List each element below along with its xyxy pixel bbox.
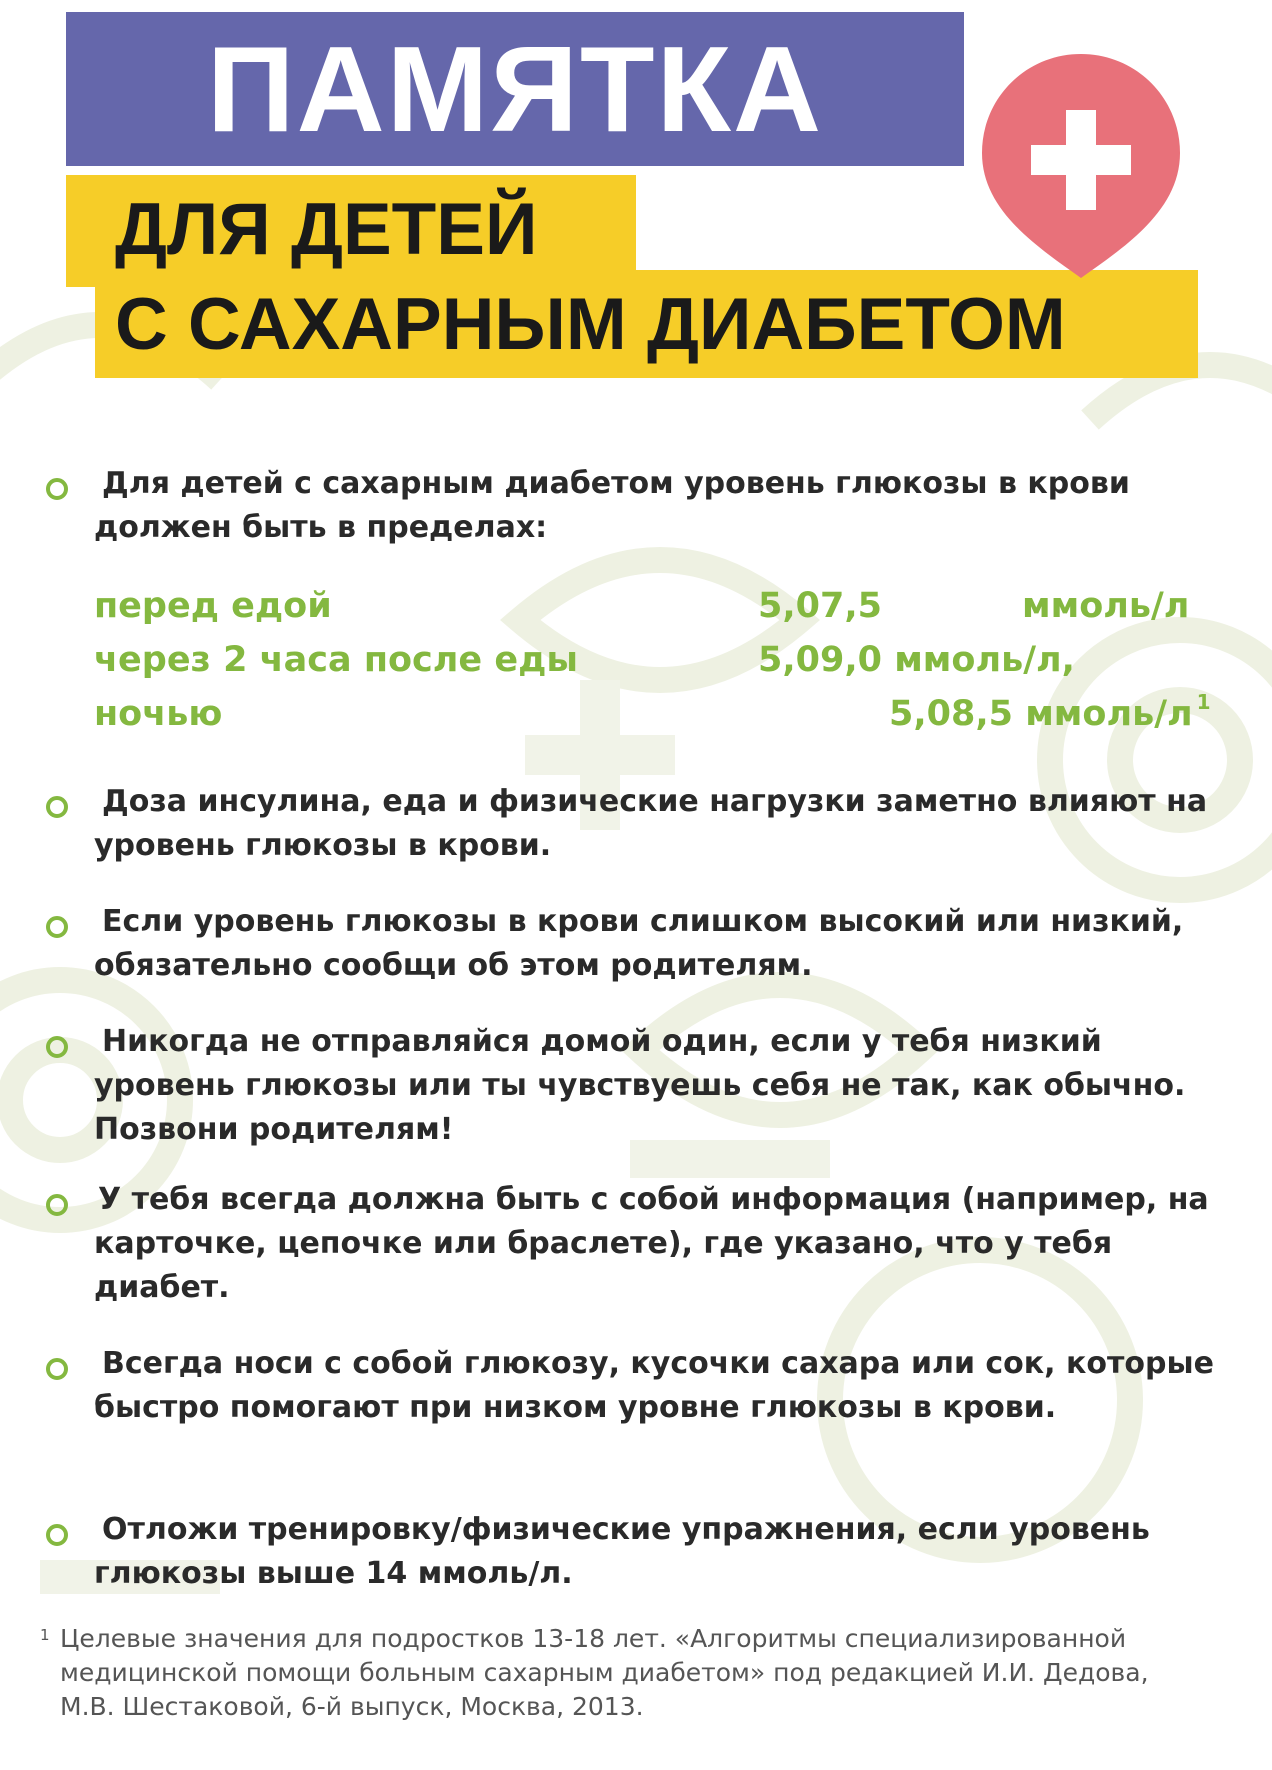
range-value: 5,08,5 ммоль/л [889,694,1193,734]
range-row-after-meal [94,640,1234,696]
circle-bullet-icon [46,1358,68,1380]
range-unit: ммоль/л [1022,586,1190,626]
intro-text: Для детей с сахарным диабетом уровень глюкозы в крови должен быть в пределах: [94,466,1130,545]
range-value: 5,07,5 [758,586,883,626]
circle-bullet-icon [46,1524,68,1546]
circle-bullet-icon [46,916,68,938]
title-banner [66,12,964,166]
range-row-before-meal [94,586,1234,642]
list-item-text: Отложи тренировку/физические упражнения, если уровень глюкозы выше 14 ммоль/л. [94,1512,1150,1591]
circle-bullet-icon [46,796,68,818]
footnote-mark: 1 [1196,690,1211,714]
range-label: перед едой [94,586,332,626]
list-item-text: Всегда носи с собой глюкозу, кусочки сахара или сок, которые быстро помогают при низком уровне глюкозы в крови. [94,1346,1214,1425]
list-item-text: Никогда не отправляйся домой один, если у тебя низкий уровень глюкозы или ты чувствуешь себя не так, как обычно. Позвони родителям! [94,1024,1186,1147]
footnote-mark: 1 [40,1626,50,1644]
range-value: 5,09,0 ммоль/л, [758,640,1075,680]
subtitle-line-1: ДЛЯ ДЕТЕЙ [115,189,538,270]
range-label: через 2 часа после еды [94,640,579,680]
circle-bullet-icon [46,1036,68,1058]
list-item-text: Доза инсулина, еда и физические нагрузки заметно влияют на уровень глюкозы в крови. [94,784,1208,863]
range-row-night [94,690,1234,750]
list-item-text: У тебя всегда должна быть с собой информация (например, на карточке, цепочке или браслете), где указано, что у тебя диабет. [94,1182,1209,1305]
medical-cross-pin-icon [976,50,1186,282]
subtitle-line-2: С САХАРНЫМ ДИАБЕТОМ [115,284,1066,365]
circle-bullet-icon [46,1194,68,1216]
circle-bullet-icon [46,478,68,500]
footnote-text: Целевые значения для подростков 13-18 лет. «Алгоритмы специализированной медицинской помощи больным сахарным диабетом» под редакцией И.И. Дедова, М.В. Шестаковой, 6-й выпуск, Москва, 2013. [60,1624,1149,1721]
page-title: ПАМЯТКА [206,21,824,157]
range-label: ночью [94,694,223,734]
list-item-text: Если уровень глюкозы в крови слишком высокий или низкий, обязательно сообщи об этом родителям. [94,904,1184,983]
